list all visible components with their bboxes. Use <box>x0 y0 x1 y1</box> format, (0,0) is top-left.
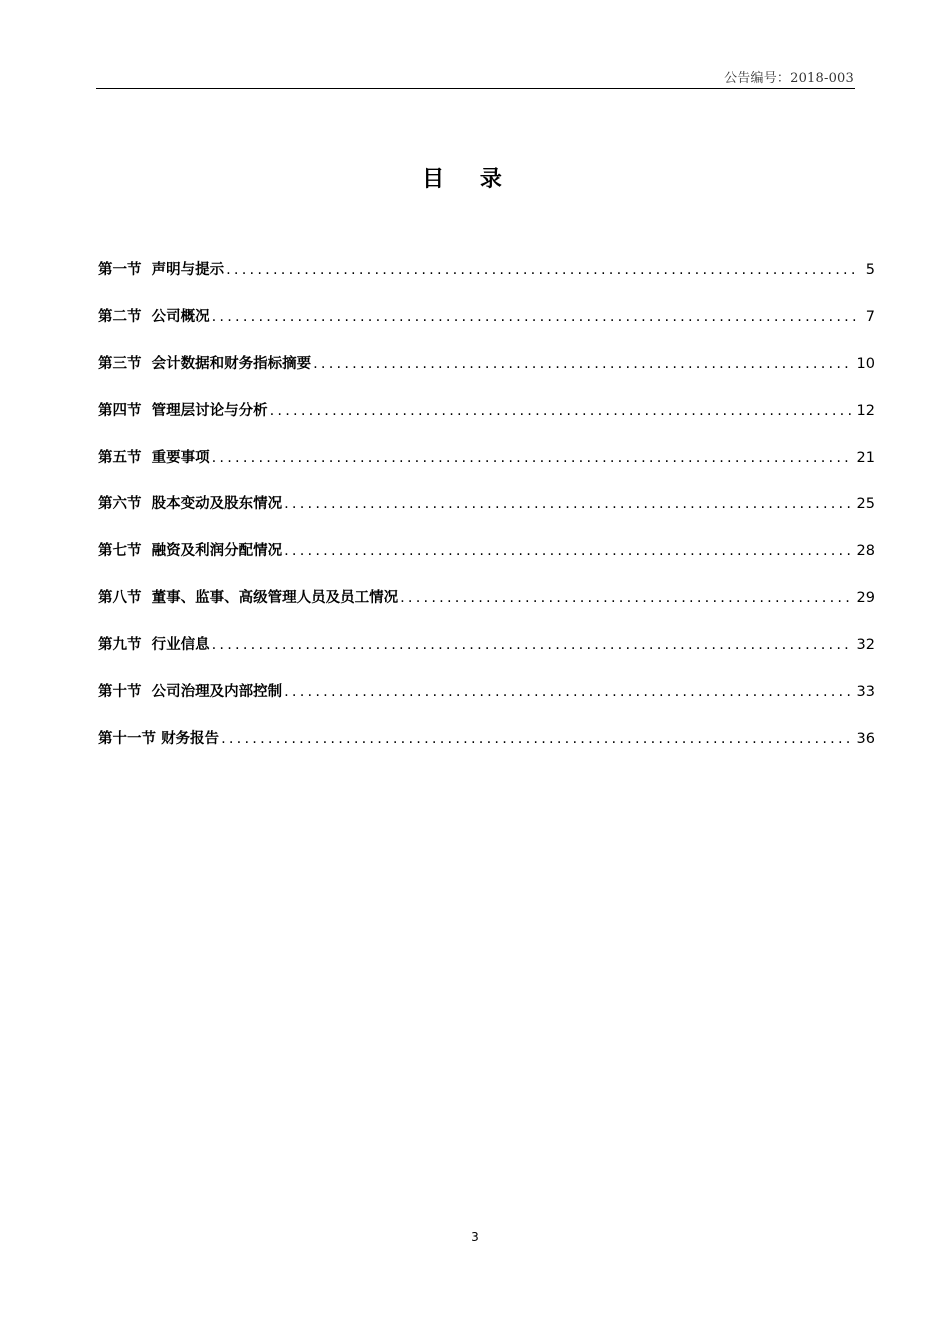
toc-entry-7[interactable] <box>98 539 875 561</box>
toc-entry-5[interactable] <box>98 446 875 468</box>
toc-entry-label: 第十一节 财务报告 <box>98 731 220 747</box>
toc-entry-label: 第一节 声明与提示 <box>98 262 225 278</box>
dot-leader <box>226 262 860 278</box>
toc-entry-4[interactable] <box>98 399 875 421</box>
toc-entry-3[interactable] <box>98 352 875 374</box>
toc-page-number: 25 <box>856 496 875 512</box>
dot-leader <box>284 543 850 559</box>
dot-leader <box>270 403 851 419</box>
toc-page-number: 10 <box>856 356 875 372</box>
toc-entry-11[interactable] <box>98 727 875 749</box>
toc-entry-label: 第五节 重要事项 <box>98 450 210 466</box>
dot-leader <box>400 590 850 606</box>
toc-page-number: 33 <box>856 684 875 700</box>
dot-leader <box>221 731 850 747</box>
toc-page-number: 7 <box>865 309 875 325</box>
toc-entry-label: 第二节 公司概况 <box>98 309 210 325</box>
toc-page-number: 5 <box>865 262 875 278</box>
toc-entry-label: 第八节 董事、监事、高级管理人员及员工情况 <box>98 590 399 606</box>
toc-entry-2[interactable] <box>98 305 875 327</box>
toc-page-number: 36 <box>856 731 875 747</box>
dot-leader <box>313 356 850 372</box>
dot-leader <box>212 637 851 653</box>
toc-entry-6[interactable] <box>98 492 875 514</box>
toc-page-number: 32 <box>856 637 875 653</box>
toc-entry-label: 第三节 会计数据和财务指标摘要 <box>98 356 312 372</box>
page-number: 3 <box>471 1230 479 1244</box>
toc-page-number: 12 <box>856 403 875 419</box>
toc-entry-9[interactable] <box>98 633 875 655</box>
page-title: 目 录 <box>422 167 516 192</box>
toc-entry-label: 第九节 行业信息 <box>98 637 210 653</box>
toc-entry-1[interactable] <box>98 258 875 280</box>
toc-page-number: 21 <box>856 450 875 466</box>
toc-entry-label: 第六节 股本变动及股东情况 <box>98 496 283 512</box>
toc-entry-10[interactable] <box>98 680 875 702</box>
toc-entry-label: 第十节 公司治理及内部控制 <box>98 684 283 700</box>
toc-entry-label: 第七节 融资及利润分配情况 <box>98 543 283 559</box>
toc-page-number: 29 <box>856 590 875 606</box>
toc-entry-8[interactable] <box>98 586 875 608</box>
dot-leader <box>212 450 851 466</box>
dot-leader <box>284 684 850 700</box>
toc-page-number: 28 <box>856 543 875 559</box>
toc-entry-label: 第四节 管理层讨论与分析 <box>98 403 268 419</box>
dot-leader <box>212 309 860 325</box>
dot-leader <box>284 496 850 512</box>
announcement-number: 公告编号：2018-003 <box>724 71 854 86</box>
